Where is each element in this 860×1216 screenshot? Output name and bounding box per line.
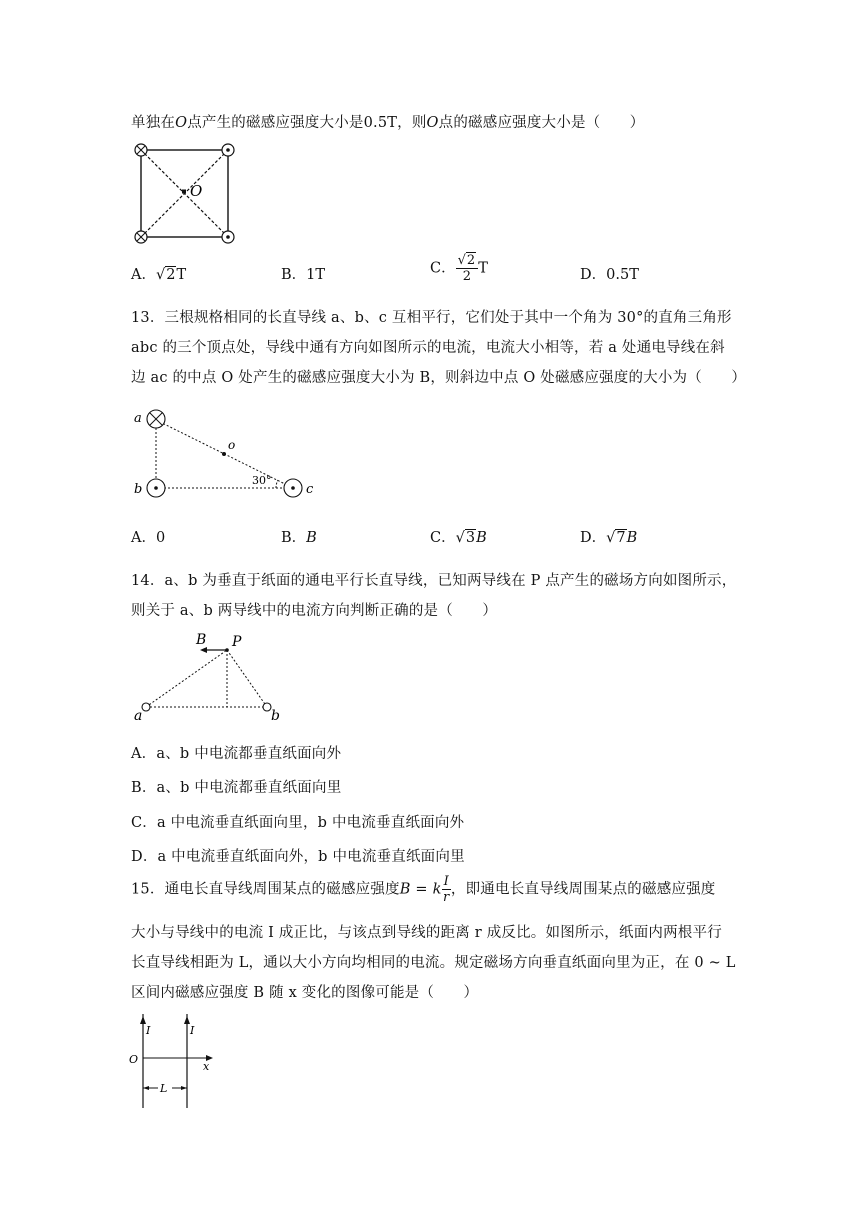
q14-fig-a: a: [134, 708, 143, 724]
wire-a-icon: [142, 703, 150, 711]
q12-option-b[interactable]: B．1T: [281, 267, 326, 283]
wire-b-icon: [263, 703, 271, 711]
q13-fig-o: o: [228, 438, 236, 452]
q13-figure: [128, 402, 328, 502]
wire-into-page-icon: [147, 410, 165, 428]
q13-stem-line-3: 边 ac 的中点 O 处产生的磁感应强度大小为 B，则斜边中点 O 处磁感应强度的大小为（ ）: [131, 370, 747, 386]
q13-stem-line-2: abc 的三个顶点处，导线中通有方向如图所示的电流，电流大小相等，若 a 处通电导线在斜: [131, 340, 725, 356]
q13-fig-b: b: [134, 482, 143, 497]
q15-figure: [125, 1012, 220, 1110]
wire-out-of-page-icon: [222, 144, 234, 156]
q13-option-c[interactable]: C．√3B: [430, 530, 487, 546]
wire-out-of-page-icon: [222, 231, 234, 243]
q14-option-b[interactable]: B．a、b 中电流都垂直纸面向里: [131, 780, 342, 796]
q12-text-a: 单独在: [131, 115, 176, 131]
current-arrow-icon: [140, 1016, 146, 1024]
q15-fig-o: O: [129, 1053, 139, 1066]
q13-fig-angle: 30°: [252, 474, 272, 487]
fraction: $\frac{I}{r}$: [443, 874, 450, 905]
q14-option-a[interactable]: A．a、b 中电流都垂直纸面向外: [131, 746, 342, 762]
q12-option-a[interactable]: A．√2T: [131, 267, 187, 283]
q12-option-c[interactable]: C． $\frac{√2}{2}$ T: [430, 253, 488, 284]
q12-fig-label-o: O: [190, 182, 203, 200]
q12-text-c: 点的磁感应强度大小是（ ）: [438, 115, 645, 131]
q12-point-o-2: O: [426, 115, 439, 131]
q13-fig-a: a: [134, 411, 142, 426]
q15-fig-i1: I: [146, 1024, 151, 1037]
q14-stem-line-2: 则关于 a、b 两导线中的电流方向判断正确的是（ ）: [131, 603, 498, 619]
q13-option-d[interactable]: D．√7B: [580, 530, 638, 546]
q15-fig-i2: I: [190, 1024, 195, 1037]
wire-out-of-page-icon: [147, 479, 165, 497]
q13-option-b[interactable]: B．B: [281, 530, 317, 546]
sqrt-icon: √2: [155, 267, 176, 283]
q14-option-d[interactable]: D．a 中电流垂直纸面向外，b 中电流垂直纸面向里: [131, 849, 465, 865]
wire-into-page-icon: [135, 231, 147, 243]
q12-figure: [128, 138, 243, 250]
q15-stem-line-3: 长直导线相距为 L，通以大小方向均相同的电流。规定磁场方向垂直纸面向里为正，在 0 ~ L: [131, 955, 736, 971]
q14-figure: [128, 630, 288, 725]
q13-option-a[interactable]: A．0: [131, 530, 166, 546]
q15-stem-line-4: 区间内磁感应强度 B 随 x 变化的图像可能是（ ）: [131, 985, 479, 1001]
q14-fig-P: P: [232, 634, 242, 650]
q12-stem-tail: [131, 111, 644, 132]
formula: B = k: [399, 881, 442, 898]
q14-stem-line-1: 14．a、b 为垂直于纸面的通电平行长直导线，已知两导线在 P 点产生的磁场方向如图所示，: [131, 573, 737, 589]
q14-option-c[interactable]: C．a 中电流垂直纸面向里，b 中电流垂直纸面向外: [131, 815, 465, 831]
q13-fig-c: c: [306, 482, 314, 497]
q15-stem-line-1: 15．通电长直导线周围某点的磁感应强度B = k $\frac{I}{r}$ ，即通电长直导线周围某点的磁感应强度: [131, 874, 716, 905]
sqrt-icon: √2: [457, 253, 476, 268]
current-arrow-icon: [184, 1016, 190, 1024]
q14-fig-B: B: [196, 632, 207, 648]
q12-text-b: 点产生的磁感应强度大小是0.5T，则: [187, 115, 427, 131]
q15-fig-l: L: [160, 1082, 168, 1095]
q12-option-d[interactable]: D．0.5T: [580, 267, 639, 283]
wire-out-of-page-icon: [284, 479, 302, 497]
q13-stem-line-1: 13．三根规格相同的长直导线 a、b、c 互相平行，它们处于其中一个角为 30°的直角三角形: [131, 310, 732, 326]
q15-stem-line-2: 大小与导线中的电流 I 成正比，与该点到导线的距离 r 成反比。如图所示，纸面内两根平行: [131, 925, 722, 941]
q15-fig-x: x: [203, 1060, 210, 1073]
fraction: $\frac{√2}{2}$: [456, 253, 479, 284]
sqrt-icon: √7: [606, 530, 626, 546]
q12-point-o: O: [175, 115, 188, 131]
q14-fig-b: b: [271, 708, 280, 724]
wire-into-page-icon: [135, 144, 147, 156]
sqrt-icon: √3: [455, 530, 476, 546]
